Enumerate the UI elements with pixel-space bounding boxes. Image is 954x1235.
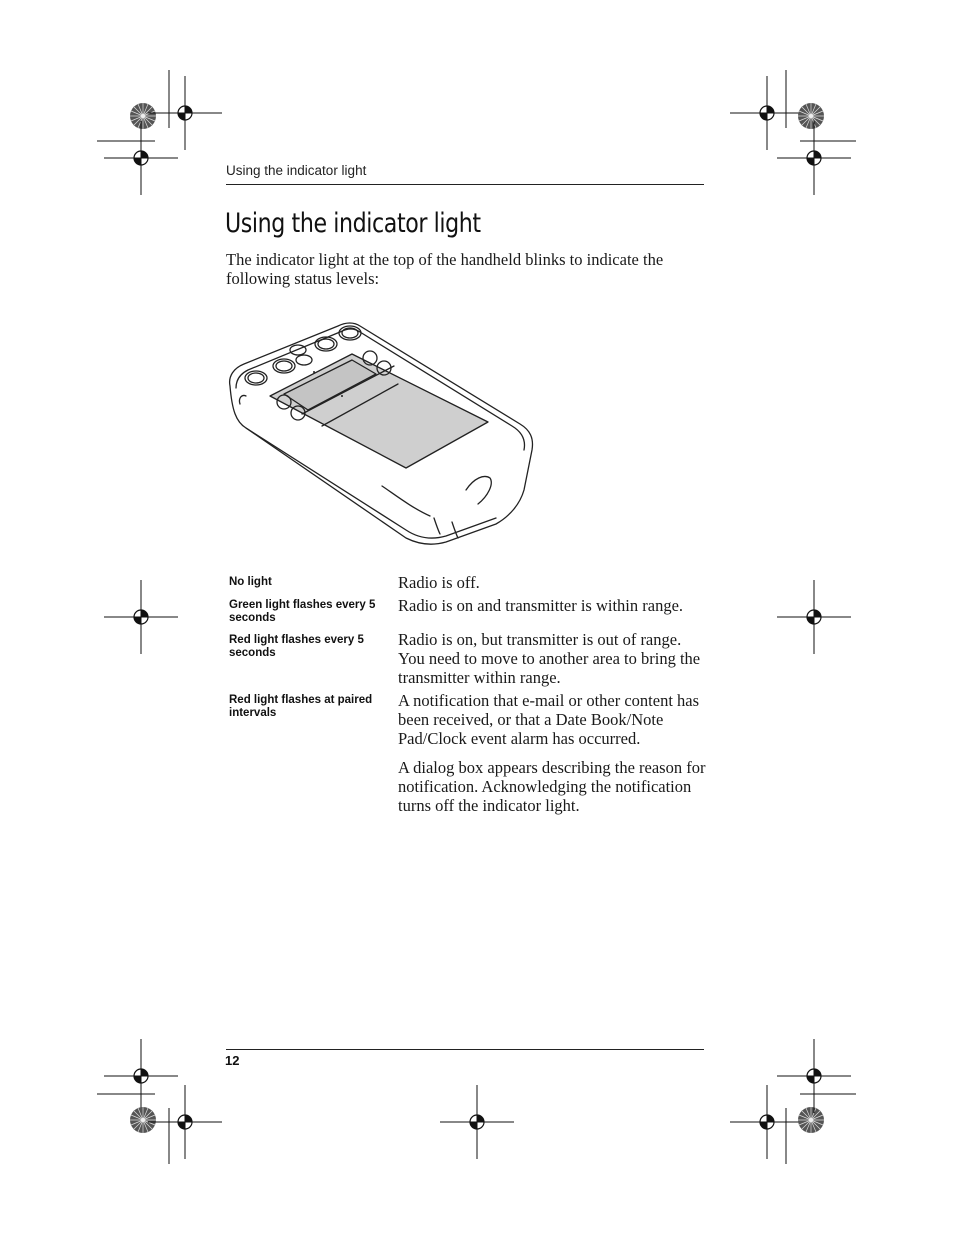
handheld-device-illustration xyxy=(222,318,542,550)
status-term-red-flash: Red light flashes every 5 seconds xyxy=(229,634,364,659)
status-desc-no-light: Radio is off. xyxy=(398,573,480,592)
header-rule xyxy=(226,184,704,185)
status-term-red-paired: Red light flashes at paired intervals xyxy=(229,694,373,719)
section-title: Using the indicator light xyxy=(225,208,481,239)
footer-rule xyxy=(226,1049,704,1050)
status-desc-green-flash: Radio is on and transmitter is within range. xyxy=(398,596,684,615)
notification-paragraph: A dialog box appears describing the reason for notification. Acknowledging the notification turns off the indicator light. xyxy=(398,758,706,815)
status-desc-red-flash: Radio is on, but transmitter is out of range. You need to move to another area to bring the transmitter within range. xyxy=(398,630,701,687)
running-header: Using the indicator light xyxy=(226,163,367,178)
status-term-no-light: No light xyxy=(229,576,272,588)
page-number: 12 xyxy=(225,1053,240,1068)
status-term-green-flash: Green light flashes every 5 seconds xyxy=(229,599,376,624)
status-desc-red-paired: A notification that e-mail or other content has been received, or that a Date Book/Note Pad/Clock event alarm has occurred. xyxy=(398,691,700,748)
intro-paragraph: The indicator light at the top of the handheld blinks to indicate the following status levels: xyxy=(226,250,664,288)
